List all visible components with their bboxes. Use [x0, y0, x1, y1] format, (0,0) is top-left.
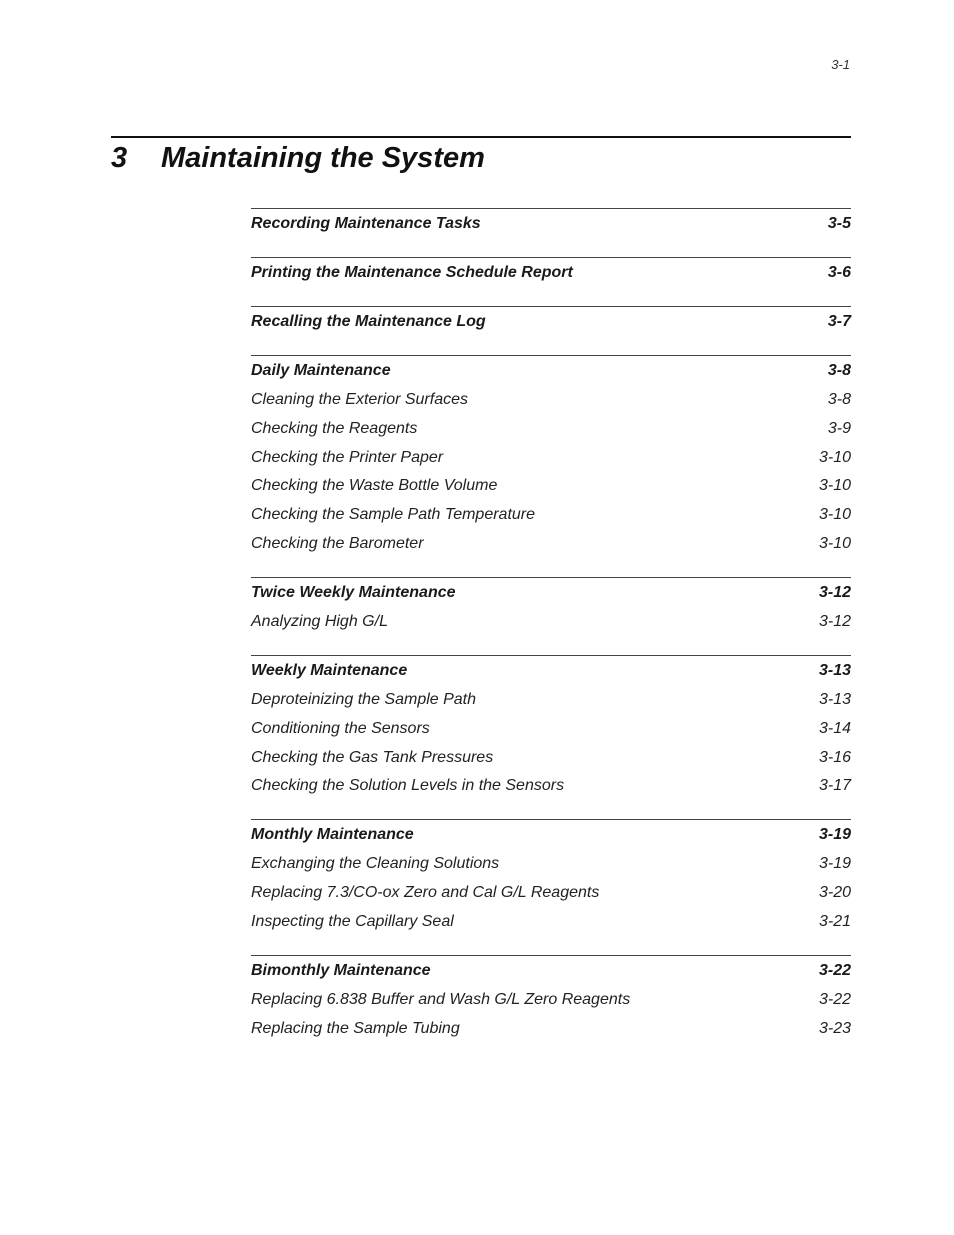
toc-subentry-title: Checking the Printer Paper — [251, 448, 444, 466]
toc-subentry-page: 3-9 — [827, 419, 851, 437]
toc-subentry-page: 3-19 — [818, 855, 851, 873]
toc-subentry-title: Checking the Reagents — [251, 419, 418, 437]
toc-subentry[interactable] — [251, 990, 851, 1010]
toc-section-page: 3-13 — [818, 661, 851, 679]
toc-section — [251, 955, 851, 1039]
toc-section-entry[interactable] — [251, 661, 851, 681]
toc-section-title: Printing the Maintenance Schedule Report — [251, 264, 573, 281]
toc-subentry[interactable] — [251, 912, 851, 932]
chapter-title: Maintaining the System — [161, 142, 485, 174]
toc-subentry-page: 3-10 — [818, 506, 851, 524]
toc-subentry-page: 3-17 — [818, 777, 851, 795]
toc-section-entry[interactable] — [251, 312, 851, 332]
chapter-heading — [111, 142, 485, 175]
toc-section-entry[interactable] — [251, 825, 851, 845]
toc-subentry-page: 3-22 — [818, 990, 851, 1008]
toc-subentry-title: Checking the Solution Levels in the Sensors — [251, 777, 565, 795]
toc-subentry-title: Conditioning the Sensors — [251, 719, 430, 737]
toc-subentry-title: Exchanging the Cleaning Solutions — [251, 855, 500, 873]
toc-subentry-title: Replacing 6.838 Buffer and Wash G/L Zero Reagents — [251, 990, 631, 1008]
toc-section — [251, 208, 851, 234]
toc-subentry[interactable] — [251, 505, 851, 525]
toc-subentry-page: 3-12 — [818, 612, 851, 630]
toc-subentry-page: 3-10 — [818, 477, 851, 495]
toc-subentry-title: Deproteinizing the Sample Path — [251, 690, 477, 708]
toc-section-title: Bimonthly Maintenance — [251, 961, 431, 979]
toc-section-page: 3-7 — [827, 313, 851, 330]
toc-section-title: Weekly Maintenance — [251, 661, 408, 679]
toc-subentry[interactable] — [251, 419, 851, 439]
toc-subentry[interactable] — [251, 719, 851, 739]
toc-section-entry[interactable] — [251, 263, 851, 283]
toc-subentry-title: Replacing the Sample Tubing — [251, 1019, 460, 1037]
toc-section-page: 3-19 — [818, 826, 851, 844]
toc-subentry[interactable] — [251, 690, 851, 710]
toc-section-title: Daily Maintenance — [251, 362, 391, 379]
toc-subentry-title: Inspecting the Capillary Seal — [251, 912, 454, 930]
toc-subentry[interactable] — [251, 1019, 851, 1039]
toc-section — [251, 355, 851, 554]
toc-subentry[interactable] — [251, 776, 851, 796]
toc-subentry[interactable] — [251, 448, 851, 468]
toc-section-title: Recording Maintenance Tasks — [251, 215, 481, 232]
chapter-rule — [111, 136, 851, 138]
toc-subentry-title: Replacing 7.3/CO-ox Zero and Cal G/L Reagents — [251, 884, 600, 902]
toc-section-entry[interactable] — [251, 961, 851, 981]
toc-subentry-page: 3-16 — [818, 748, 851, 766]
toc-subentry-page: 3-20 — [818, 884, 851, 902]
toc-section-entry[interactable] — [251, 361, 851, 381]
toc-subentry-page: 3-14 — [818, 719, 851, 737]
toc-section — [251, 306, 851, 332]
table-of-contents — [251, 208, 851, 1062]
toc-subentry-page: 3-13 — [818, 690, 851, 708]
toc-subentry[interactable] — [251, 390, 851, 410]
toc-section — [251, 655, 851, 796]
toc-subentry-title: Checking the Sample Path Temperature — [251, 506, 536, 524]
toc-subentry[interactable] — [251, 612, 851, 632]
toc-subentry-title: Analyzing High G/L — [251, 612, 388, 630]
toc-subentry[interactable] — [251, 534, 851, 554]
toc-subentry-page: 3-21 — [818, 912, 851, 930]
toc-section-title: Recalling the Maintenance Log — [251, 313, 486, 330]
toc-subentry[interactable] — [251, 476, 851, 496]
toc-subentry-title: Checking the Gas Tank Pressures — [251, 748, 494, 766]
toc-subentry-title: Checking the Barometer — [251, 534, 424, 552]
toc-section-page: 3-12 — [818, 583, 851, 601]
toc-section-entry[interactable] — [251, 214, 851, 234]
toc-section-entry[interactable] — [251, 583, 851, 603]
toc-section-title: Twice Weekly Maintenance — [251, 583, 456, 601]
toc-subentry[interactable] — [251, 748, 851, 768]
toc-section-page: 3-22 — [818, 961, 851, 979]
toc-subentry[interactable] — [251, 854, 851, 874]
toc-section — [251, 577, 851, 632]
toc-subentry[interactable] — [251, 883, 851, 903]
toc-subentry-page: 3-10 — [818, 448, 851, 466]
toc-section-page: 3-6 — [827, 264, 851, 281]
toc-subentry-title: Checking the Waste Bottle Volume — [251, 477, 498, 495]
page-number: 3-1 — [831, 57, 850, 72]
toc-section-title: Monthly Maintenance — [251, 826, 414, 844]
toc-subentry-page: 3-10 — [818, 534, 851, 552]
toc-section — [251, 819, 851, 932]
toc-subentry-page: 3-8 — [827, 391, 851, 408]
toc-section-page: 3-5 — [827, 215, 851, 232]
toc-subentry-title: Cleaning the Exterior Surfaces — [251, 391, 468, 408]
toc-section-page: 3-8 — [827, 362, 851, 379]
toc-subentry-page: 3-23 — [818, 1019, 851, 1037]
chapter-number: 3 — [111, 142, 128, 174]
toc-section — [251, 257, 851, 283]
